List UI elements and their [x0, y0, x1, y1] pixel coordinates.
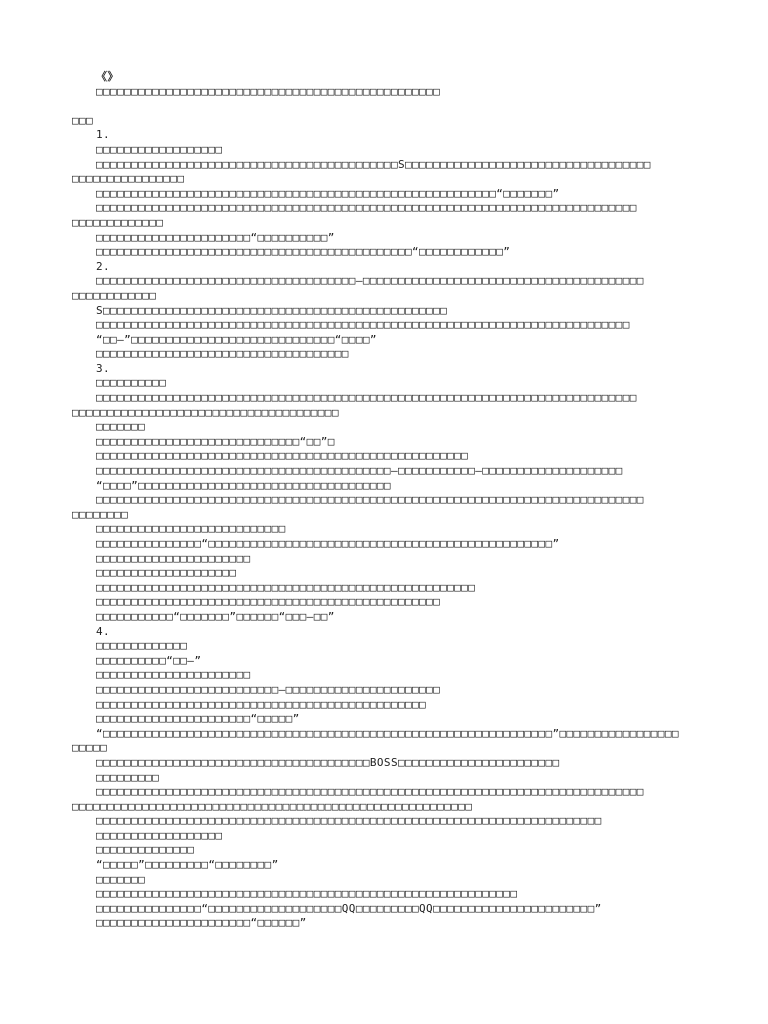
text-line: □□□□□□□□□□	[96, 376, 167, 390]
text-line: □□□□□□□□□□□□□□□“□□□□□□□□□□□□□□□□□□□□□□□□□□□□□□□□□□□□□□□□□□□□□□□□□”	[96, 537, 560, 550]
text-line: “□□□□□□□□□□□□□□□□□□□□□□□□□□□□□□□□□□□□□□□□□□□□□□□□□□□□□□□□□□□□□□□□”□□□□□□□□□□□□□□□□□	[96, 726, 679, 740]
text-line: □□□□□□□□□□□□□□□□□□□□□□□□□□□□□“□□”□	[96, 434, 335, 448]
text-line: □□□□□□□□□□□□□□□□□□□□□□□□□□□□□□□□□□□□□□□□□□□□□□□□□□□□□	[96, 449, 469, 463]
text-line: “□□□□”□□□□□□□□□□□□□□□□□□□□□□□□□□□□□□□□□□□□	[96, 478, 391, 492]
text-line: □□□□□□□□□□□□□□□□□□□□□□□□□□□□□□□□□□□□□□□□□□□□□□□□□	[96, 84, 441, 98]
text-line: □□□□□	[72, 741, 108, 755]
text-line: □□□□□□□□□□□□□□□□□□□□□□□□□□□□□□□□□□□□□—□□□□□□□□□□□□□□□□□□□□□□□□□□□□□□□□□□□□□□□□	[96, 274, 644, 288]
text-line: □□□□□□□□□□□□□□□□□□□□□□	[96, 551, 251, 565]
text-line: “□□□□□”□□□□□□□□□“□□□□□□□□”	[96, 858, 279, 872]
text-line: □□□□□□□□□□□□□□□□□□□□□□□□□□□□□□□□□□□□□□□□□□□□□□□□□	[96, 595, 441, 609]
text-line: □□□□□□□□□□□□□□□□□□□□□□□□□□□□□□□□□□□□□□□BOSS□□□□□□□□□□□□□□□□□□□□□□□	[96, 755, 560, 769]
text-line: □□□□□□□□□□□□□□□□□□□□□□□□□□□□□□□□□□□□□□□□□□□□□□□□□□□□□□□□□□□□	[96, 887, 518, 901]
text-line: □□□□□□□□□□□□□□□□□□□□□□□□□□□□□□□□□□□□□□□□□□□□□□□□□□□□□□□□□□□□□□□□□□□□□□□□□□□□□□	[96, 493, 644, 507]
text-line: □□□□□□□□□□□□□□□□□□□□□□□□□□□□□□□□□□□□□□□□□□□□□□□□□□□□□□□□□□□□□□□□□□□□□□□□□□□□□	[96, 201, 637, 215]
text-line: “□□—”□□□□□□□□□□□□□□□□□□□□□□□□□□□□□“□□□□”	[96, 332, 377, 346]
text-line: □□□□□□□□□□□□□□□□□□□□□□□□□□□□□□□□□□□□□□□□□□□S□□□□□□□□□□□□□□□□□□□□□□□□□□□□□□□□□□□	[96, 157, 651, 171]
text-line: □□□□□□□□□□□□□□□□□□□□□□□□□□□□□□□□□□□□□□□□□□□□□□□	[96, 697, 427, 711]
text-line: 4.	[96, 624, 111, 638]
text-line: □□□□□□□□□□□□□□□□□□□□	[96, 566, 237, 580]
text-line: □□□□□□□□□□□□□□□□□□	[96, 142, 223, 156]
text-line: □□□□□□□□□□□□□□□□□□	[96, 828, 223, 842]
text-line: 1.	[96, 128, 111, 142]
text-line: □□□□□□□□□□□□□□□□□□□□□□□□□□□□□□□□□□□□□□□□□□—□□□□□□□□□□□—□□□□□□□□□□□□□□□□□□□□	[96, 464, 623, 478]
text-line: □□□□□□□□□□□□□□□□□□□□□□□□□□□□□□□□□□□□□□□□□□□□□□□□□□□□□□□□□	[72, 799, 473, 813]
text-line: □□□□□□□□□□□□□□□□□□□□□□“□□□□□□”	[96, 916, 307, 930]
text-line: □□□	[72, 113, 94, 127]
text-line: □□□□□□□□□□□□□□□□□□□□□□□□□□□□□□□□□□□□□□□□□□□□□□□□□□□□□□□□□□□□□□□□□□□□□□□□□□□□□	[96, 391, 637, 405]
text-line: □□□□□□□□□□□“□□□□□□□”□□□□□□“□□□—□□”	[96, 609, 335, 623]
text-line: □□□□□□□□□□□□□□□“□□□□□□□□□□□□□□□□□□□QQ□□□□□□□□□QQ□□□□□□□□□□□□□□□□□□□□□□□”	[96, 901, 602, 915]
text-line: □□□□□□□□□□□□□□□□□□□□□□□□□□□□□□□□□□□□□□□□□□□□□□□□□□□□□□□□□□□□□□□□□□□□□□□□	[96, 814, 602, 828]
text-line: □□□□□□□□□□□□□	[96, 639, 188, 653]
text-line: □□□□□□□□□	[96, 770, 160, 784]
text-line: □□□□□□□□□□□□□□□□□□□□□□□□□□□□□□□□□□□□□□□□□□□□□□□□□□□□□□□□□“□□□□□□□”	[96, 186, 560, 200]
text-line: □□□□□□□□□□“□□—”	[96, 653, 202, 667]
text-line: □□□□□□□□□□□□□□□□□□□□□□□□□□□□□□□□□□□□□□□□□□□□□“□□□□□□□□□□□□”	[96, 245, 511, 259]
text-line: □□□□□□□□□□□□□	[72, 215, 164, 229]
text-line	[0, 99, 768, 114]
text-line: □□□□□□□□□□□□□□□□□□□□□□□□□□□□□□□□□□□□□□	[72, 405, 339, 419]
text-line: □□□□□□□□□□□□□□□□□□□□□□□□□□□□□□□□□□□□	[96, 347, 349, 361]
text-line: S□□□□□□□□□□□□□□□□□□□□□□□□□□□□□□□□□□□□□□□□□□□□□□□□□	[96, 303, 448, 317]
text-line: □□□□□□□□□□□□□□	[96, 843, 195, 857]
text-line: □□□□□□□□	[72, 507, 129, 521]
text-line: □□□□□□□□□□□□□□□□□□□□□□□□□□□	[96, 522, 286, 536]
text-line: □□□□□□□□□□□□□□□□□□□□□□□□□□□□□□□□□□□□□□□□□□□□□□□□□□□□□□□□□□□□□□□□□□□□□□□□□□□□	[96, 318, 630, 332]
text-line: □□□□□□□□□□□□□□□□□□□□□□	[96, 668, 251, 682]
text-line: □□□□□□□□□□□□□□□□	[72, 172, 185, 186]
text-line: □□□□□□□□□□□□□□□□□□□□□□□□□□□□□□□□□□□□□□□□□□□□□□□□□□□□□□	[96, 580, 476, 594]
text-line: □□□□□□□	[96, 872, 146, 886]
text-line: □□□□□□□□□□□□□□□□□□□□□□□□□□□□□□□□□□□□□□□□□□□□□□□□□□□□□□□□□□□□□□□□□□□□□□□□□□□□□□	[96, 785, 644, 799]
text-line: □□□□□□□□□□□□	[72, 288, 157, 302]
text-line: □□□□□□□	[96, 420, 146, 434]
document-page	[0, 70, 768, 931]
text-line: □□□□□□□□□□□□□□□□□□□□□□“□□□□□□□□□□”	[96, 230, 335, 244]
text-line: □□□□□□□□□□□□□□□□□□□□□□□□□□—□□□□□□□□□□□□□□□□□□□□□□	[96, 682, 441, 696]
document-title: 《》	[96, 70, 119, 83]
text-line: □□□□□□□□□□□□□□□□□□□□□□“□□□□□”	[96, 712, 300, 726]
text-line: 2.	[96, 259, 111, 273]
text-line: 3.	[96, 361, 111, 375]
